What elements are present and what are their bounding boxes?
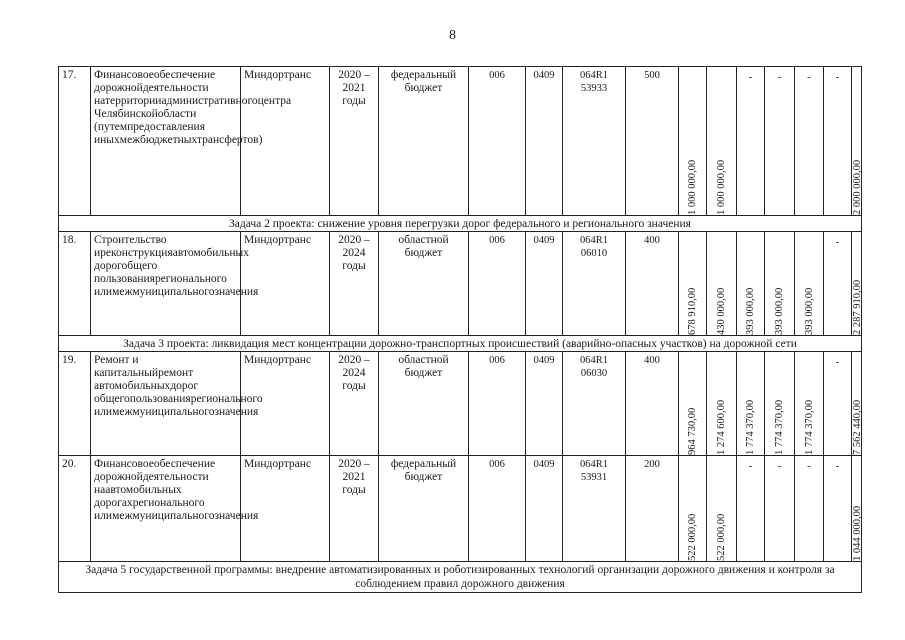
table-row [59,232,861,336]
year-amount: - [824,67,852,215]
year-amount: 1 774 370,00 [737,352,765,455]
year-amount: - [737,67,765,215]
year-amount: 964 730,00 [679,352,707,455]
code-target: 064R1 53933 [563,67,626,215]
year-amount: 393 000,00 [737,232,765,335]
period: 2020 – 2024 годы [330,352,379,455]
page-number: 8 [449,28,456,43]
code-grbs: 006 [469,456,526,561]
code-target: 064R1 06030 [563,352,626,455]
year-amount: - [765,456,795,561]
year-amount: 393 000,00 [765,232,795,335]
funding-source: федеральный бюджет [379,67,469,215]
row-number: 20. [59,456,91,561]
year-amount: 1 774 370,00 [795,352,824,455]
funding-source: областной бюджет [379,352,469,455]
task-heading-row [59,336,861,352]
year-amount: 1 000 000,00 [707,67,737,215]
code-grbs: 006 [469,352,526,455]
code-grbs: 006 [469,67,526,215]
row-number: 17. [59,67,91,215]
total-amount: 2 000 000,00 [852,159,863,215]
code-expense: 400 [626,352,679,455]
total-amount: 2 287 910,00 [852,279,863,335]
task-heading-row [59,562,861,594]
row-number: 19. [59,352,91,455]
code-section: 0409 [526,456,563,561]
executor: Миндортранс [241,456,330,561]
row-number: 18. [59,232,91,335]
period: 2020 – 2021 годы [330,456,379,561]
code-expense: 500 [626,67,679,215]
code-section: 0409 [526,67,563,215]
year-amount: 522 000,00 [707,456,737,561]
task-heading: Задача 5 государственной программы: внедрение автоматизированных и роботизированных технологий организации дорожного движения и контроля за соблюдением правил дорожного движения [85,564,835,590]
executor: Миндортранс [241,352,330,455]
activity-description: Ремонт и капитальныйремонт автомобильныхдорог общегопользованиярегионального илимежмуниципальногозначения [91,352,241,455]
code-target: 064R1 53931 [563,456,626,561]
year-amount: 678 910,00 [679,232,707,335]
funding-source: федеральный бюджет [379,456,469,561]
year-amount: 522 000,00 [679,456,707,561]
year-amount: 1 000 000,00 [679,67,707,215]
period: 2020 – 2021 годы [330,67,379,215]
table-row [59,456,861,562]
year-amount: - [824,232,852,335]
year-amount: - [824,456,852,561]
total-amount: 7 562 440,00 [852,399,863,455]
table-row [59,67,861,216]
period: 2020 – 2024 годы [330,232,379,335]
executor: Миндортранс [241,67,330,215]
year-amount: - [765,67,795,215]
code-section: 0409 [526,352,563,455]
activity-description: Финансовоеобеспечение дорожнойдеятельности наавтомобильных дорогахрегионального илимежмуниципальногозначения [91,456,241,561]
activity-description: Строительство иреконструкцияавтомобильных дорогобщего пользованиярегионального илимежмуниципальногозначения [91,232,241,335]
task-heading: Задача 2 проекта: снижение уровня перегрузки дорог федерального и регионального значения [229,218,691,230]
year-amount: - [737,456,765,561]
year-amount: 430 000,00 [707,232,737,335]
code-target: 064R1 06010 [563,232,626,335]
funding-source: областной бюджет [379,232,469,335]
year-amount: - [824,352,852,455]
year-amount: - [795,456,824,561]
year-amount: 1 274 600,00 [707,352,737,455]
budget-table [58,66,862,593]
code-expense: 200 [626,456,679,561]
task-heading: Задача 3 проекта: ликвидация мест концентрации дорожно-транспортных происшествий (аварийно-опасных участков) на дорожной сети [123,338,797,350]
activity-description: Финансовоеобеспечение дорожнойдеятельности натерриторииадминистративногоцентра Челябинскойобласти (путемпредоставления иныхмежбюджетныхтрансфертов) [91,67,241,215]
year-amount: 393 000,00 [795,232,824,335]
executor: Миндортранс [241,232,330,335]
table-row [59,352,861,456]
task-heading-row [59,216,861,232]
year-amount: - [795,67,824,215]
code-section: 0409 [526,232,563,335]
year-amount: 1 774 370,00 [765,352,795,455]
total-amount: 1 044 000,00 [852,505,863,561]
code-grbs: 006 [469,232,526,335]
code-expense: 400 [626,232,679,335]
